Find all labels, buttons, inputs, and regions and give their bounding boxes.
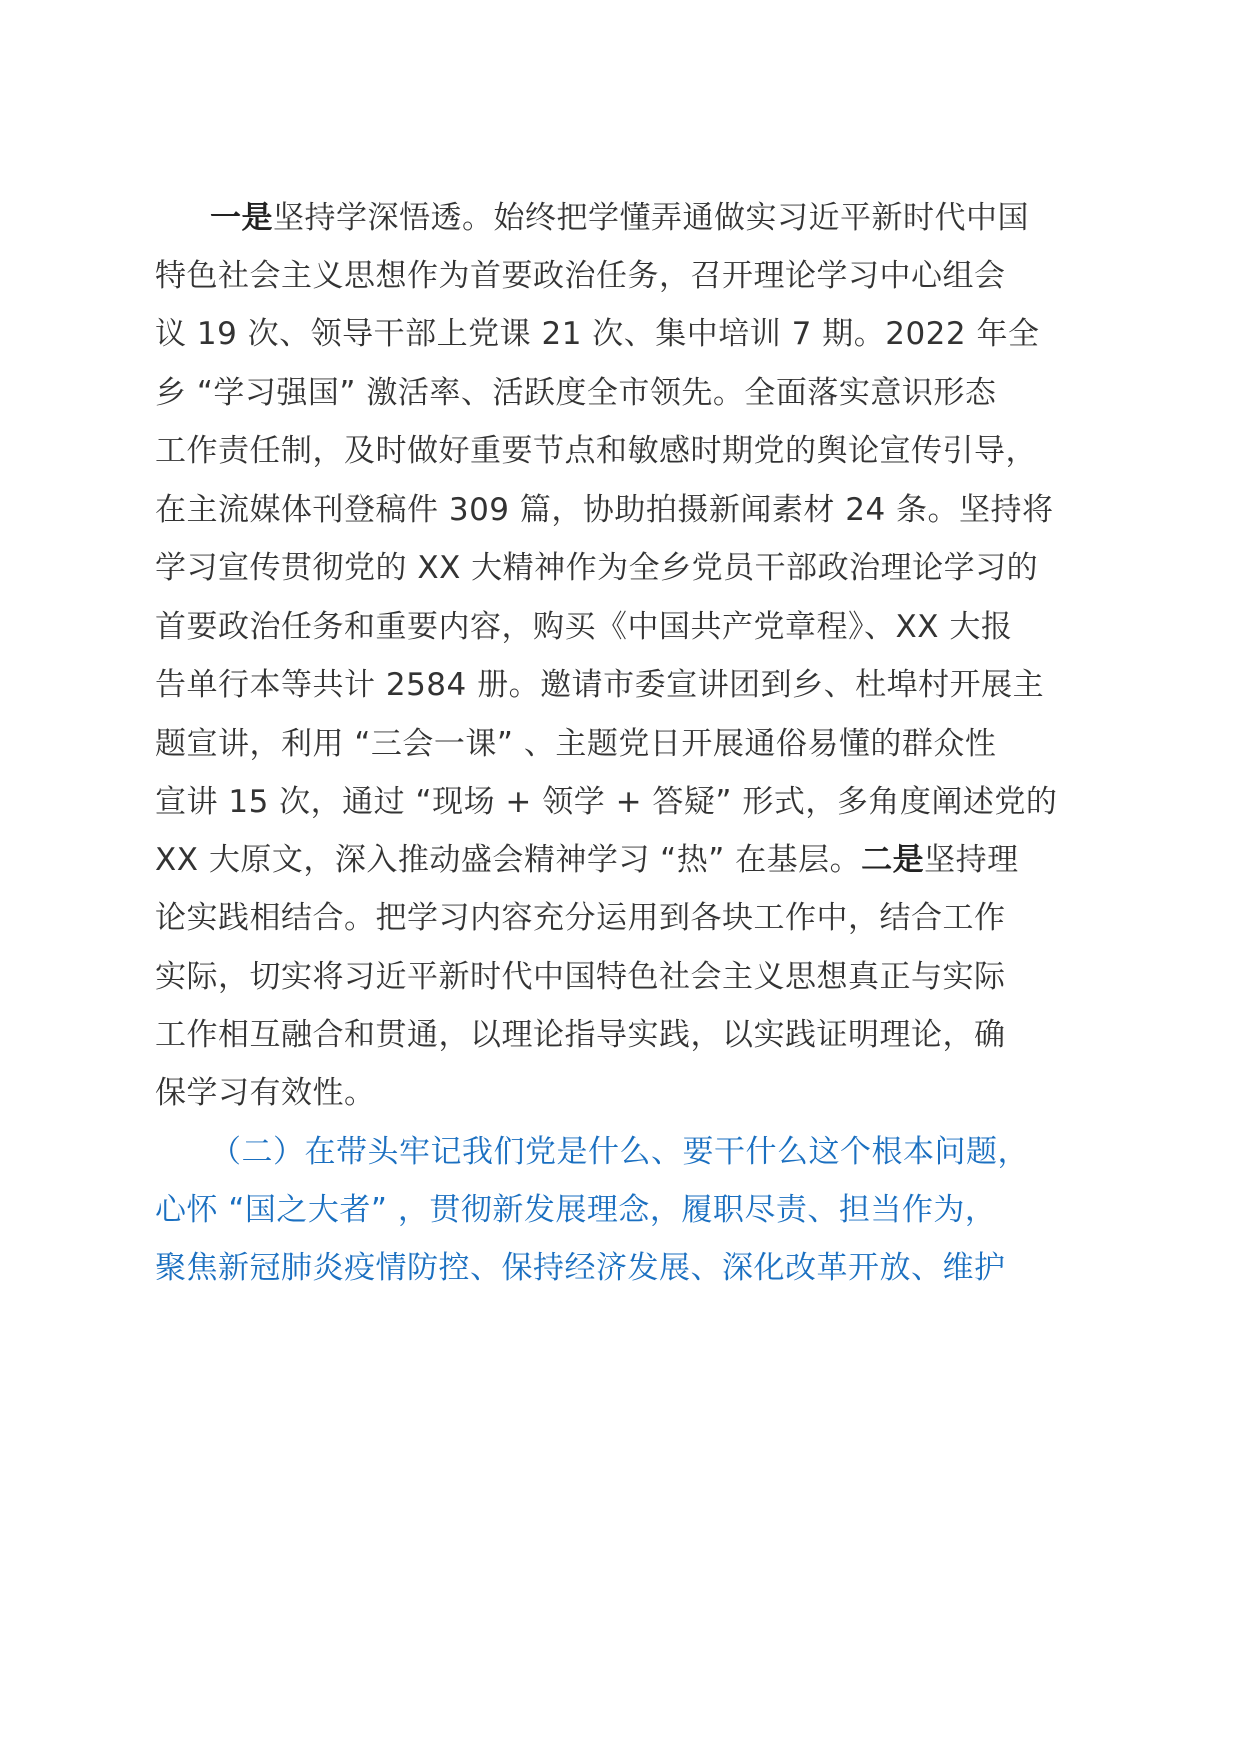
line-text: 坚持学深悟透。始终把学懂弄通做实习近平新时代中国 — [273, 200, 1029, 236]
paragraph-1-line-6: 在主流媒体刊登稿件 309 篇，协助拍摄新闻素材 24 条。坚持将 — [155, 492, 1054, 528]
paragraph-1-line-15: 工作相互融合和贯通，以理论指导实践，以实践证明理论，确 — [155, 1017, 1006, 1053]
paragraph-2-line-2: 心怀 “国之大者” ，贯彻新发展理念，履职尽责、担当作为， — [155, 1192, 997, 1228]
lead-marker-1: 一是 — [210, 200, 273, 236]
paragraph-2-line-3: 聚焦新冠肺炎疫情防控、保持经济发展、深化改革开放、维护 — [155, 1250, 1006, 1286]
paragraph-1-line-10: 题宣讲，利用 “三会一课” 、主题党日开展通俗易懂的群众性 — [155, 726, 997, 762]
paragraph-2-line-1: （二）在带头牢记我们党是什么、要干什么这个根本问题， — [210, 1134, 1029, 1170]
paragraph-1-line-12 — [155, 840, 1019, 880]
paragraph-1-line-13: 论实践相结合。把学习内容充分运用到各块工作中，结合工作 — [155, 900, 1006, 936]
paragraph-1-line-1 — [210, 198, 1029, 238]
paragraph-1-line-11: 宣讲 15 次，通过 “现场 + 领学 + 答疑” 形式，多角度阐述党的 — [155, 784, 1058, 820]
paragraph-1-line-5: 工作责任制，及时做好重要节点和敏感时期党的舆论宣传引导， — [155, 433, 1037, 469]
paragraph-1-line-3: 议 19 次、领导干部上党课 21 次、集中培训 7 期。2022 年全 — [155, 316, 1040, 352]
paragraph-1-line-4: 乡 “学习强国” 激活率、活跃度全市领先。全面落实意识形态 — [155, 375, 997, 411]
paragraph-1-line-8: 首要政治任务和重要内容，购买《中国共产党章程》、XX 大报 — [155, 609, 1013, 645]
lead-marker-2: 二是 — [861, 842, 925, 878]
paragraph-1-line-9: 告单行本等共计 2584 册。邀请市委宣讲团到乡、杜埠村开展主 — [155, 667, 1045, 703]
paragraph-1-line-2: 特色社会主义思想作为首要政治任务，召开理论学习中心组会 — [155, 258, 1006, 294]
line-text: 坚持理 — [924, 842, 1019, 878]
paragraph-1-line-7: 学习宣传贯彻党的 XX 大精神作为全乡党员干部政治理论学习的 — [155, 550, 1039, 586]
paragraph-1-line-14: 实际，切实将习近平新时代中国特色社会主义思想真正与实际 — [155, 959, 1006, 995]
paragraph-1-line-16: 保学习有效性。 — [155, 1075, 376, 1111]
line-text: XX 大原文，深入推动盛会精神学习 “热” 在基层。 — [155, 842, 862, 878]
